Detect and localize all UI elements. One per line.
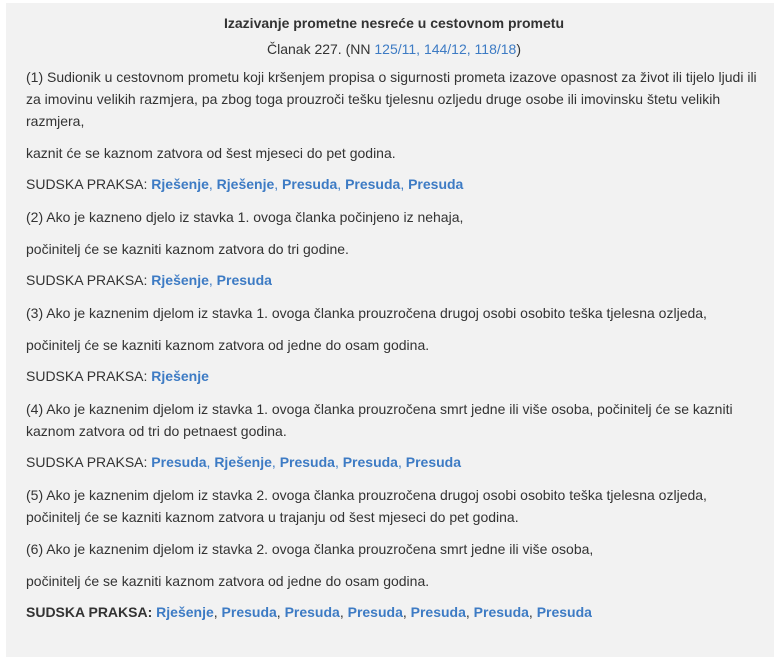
nn-ref-link[interactable]: 118/18 bbox=[474, 41, 517, 57]
article-suffix: ) bbox=[516, 41, 521, 57]
praksa-link-presuda[interactable]: Presuda bbox=[151, 454, 207, 470]
sudska-praksa-label: SUDSKA PRAKSA: bbox=[26, 368, 148, 384]
praksa-link-rjesenje[interactable]: Rješenje bbox=[151, 368, 209, 384]
praksa-link-presuda[interactable]: Presuda bbox=[279, 454, 335, 470]
praksa-link-presuda[interactable]: Presuda bbox=[342, 454, 398, 470]
article-paragraph: (4) Ako je kaznenim djelom iz stavka 1. ovoga članka prouzročena smrt jedne ili više osoba, počinitelj će se kazniti kaznom zatvora od tri do petnaest godina. bbox=[26, 401, 733, 439]
sudska-praksa-row: SUDSKA PRAKSA: Rješenje, Rješenje, Presuda, Presuda, Presuda bbox=[26, 176, 464, 192]
praksa-link-presuda[interactable]: Presuda bbox=[347, 604, 403, 620]
praksa-link-presuda[interactable]: Presuda bbox=[473, 604, 529, 620]
praksa-link-presuda[interactable]: Presuda bbox=[284, 604, 340, 620]
article-reference: Članak 227. (NN 125/11, 144/12, 118/18) bbox=[266, 41, 521, 57]
praksa-link-presuda[interactable]: Presuda bbox=[405, 454, 461, 470]
article-prefix: Članak 227. (NN bbox=[266, 41, 375, 57]
sudska-praksa-row bbox=[26, 366, 762, 386]
praksa-link-presuda[interactable]: Presuda bbox=[410, 604, 466, 620]
article-paragraph: kaznit će se kaznom zatvora od šest mjeseci do pet godina. bbox=[26, 145, 396, 161]
article-paragraph: (3) Ako je kaznenim djelom iz stavka 1. ovoga članka prouzročena drugoj osobi osobito teška tjelesna ozljeda, bbox=[26, 305, 707, 321]
praksa-link-presuda[interactable]: Presuda bbox=[216, 272, 272, 288]
praksa-link-presuda[interactable]: Presuda bbox=[345, 176, 401, 192]
praksa-link-presuda[interactable]: Presuda bbox=[221, 604, 277, 620]
sudska-praksa-label: SUDSKA PRAKSA: bbox=[26, 176, 148, 192]
praksa-link-presuda[interactable]: Presuda bbox=[536, 604, 592, 620]
nn-ref-link[interactable]: 144/12 bbox=[423, 41, 467, 57]
sudska-praksa-row: SUDSKA PRAKSA: Rješenje, Presuda bbox=[26, 272, 272, 288]
praksa-link-presuda[interactable]: Presuda bbox=[408, 176, 464, 192]
nn-ref-link[interactable]: 125/11 bbox=[374, 41, 417, 57]
sudska-praksa-label: SUDSKA PRAKSA: bbox=[26, 272, 148, 288]
article-paragraph: (1) Sudionik u cestovnom prometu koji kršenjem propisa o sigurnosti prometa izazove opasnost za život ili tijelo ljudi ili za imovinu velikih razmjera, pa zbog toga prouzroči tešku tjelesnu ozljedu druge osobe ili imovinsku štetu velikih razmjera, bbox=[26, 69, 757, 129]
sudska-praksa-label: SUDSKA PRAKSA: bbox=[26, 454, 148, 470]
praksa-link-rjesenje[interactable]: Rješenje bbox=[216, 176, 275, 192]
sudska-praksa-row: SUDSKA PRAKSA: Rješenje, Presuda, Presuda, Presuda, Presuda, Presuda, Presuda bbox=[26, 604, 592, 620]
article-paragraph: počinitelj će se kazniti kaznom zatvora od jedne do osam godina. bbox=[26, 337, 430, 353]
article-paragraph: počinitelj će se kazniti kaznom zatvora do tri godine. bbox=[26, 241, 349, 257]
praksa-link-rjesenje[interactable]: Rješenje bbox=[151, 176, 209, 192]
article-paragraph: (2) Ako je kazneno djelo iz stavka 1. ovoga članka počinjeno iz nehaja, bbox=[26, 209, 464, 225]
sudska-praksa-label: SUDSKA PRAKSA: bbox=[26, 604, 153, 620]
sudska-praksa-row: SUDSKA PRAKSA: Presuda, Rješenje, Presuda, Presuda, Presuda bbox=[26, 454, 461, 470]
praksa-link-rjesenje[interactable]: Rješenje bbox=[156, 604, 214, 620]
law-article-panel bbox=[6, 3, 774, 657]
article-paragraph: (5) Ako je kaznenim djelom iz stavka 2. ovoga članka prouzročena drugoj osobi osobito teška tjelesna ozljeda, počinitelj će se kazniti kaznom zatvora u trajanju od šest mjeseci do pet godina. bbox=[26, 487, 707, 525]
praksa-link-rjesenje[interactable]: Rješenje bbox=[214, 454, 272, 470]
article-body bbox=[26, 66, 762, 622]
article-paragraph: (6) Ako je kaznenim djelom iz stavka 2. ovoga članka prouzročena smrt jedne ili više osoba, bbox=[26, 541, 594, 557]
article-title: Izazivanje prometne nesreće u cestovnom prometu bbox=[224, 15, 564, 31]
article-paragraph: počinitelj će se kazniti kaznom zatvora od jedne do osam godina. bbox=[26, 573, 430, 589]
praksa-link-presuda[interactable]: Presuda bbox=[282, 176, 338, 192]
praksa-link-rjesenje[interactable]: Rješenje bbox=[151, 272, 209, 288]
